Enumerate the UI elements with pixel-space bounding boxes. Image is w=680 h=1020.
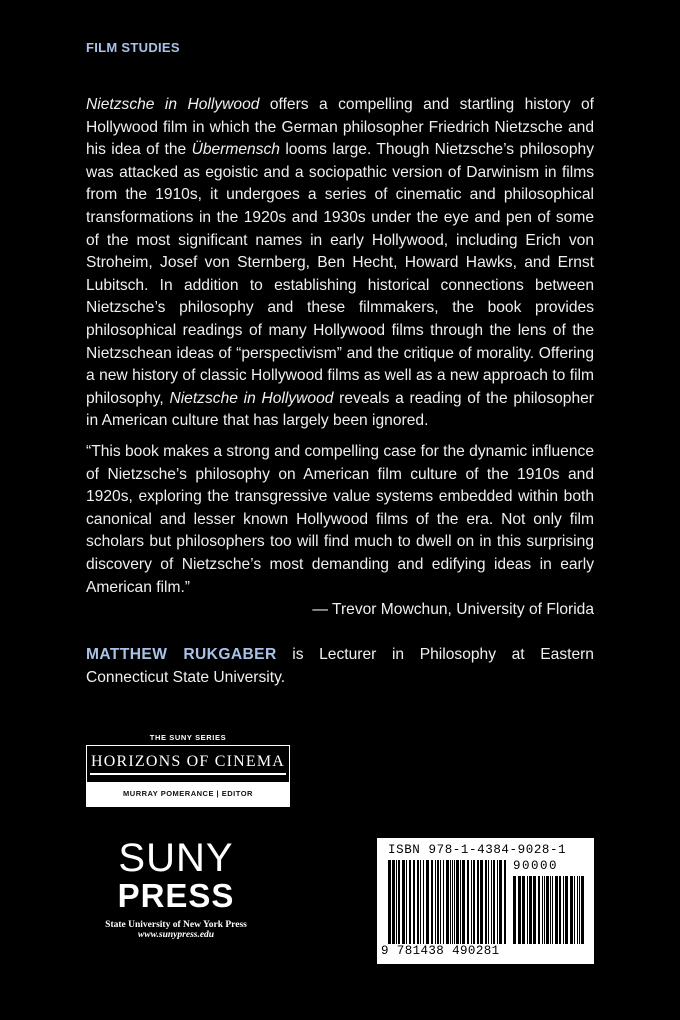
barcode-bar [462,860,465,944]
barcode-bar [406,860,407,944]
series-logo [86,733,290,807]
author-bio-text: is Lecturer in Philosophy at Eastern Connecticut State University. [86,646,594,686]
barcode-bar [392,860,395,944]
isbn-barcode [377,838,594,964]
barcode-bar [563,876,564,944]
barcode-bar [577,876,578,944]
publisher-name-line1: SUNY [118,836,234,880]
barcode-bar [409,860,411,944]
publisher-url: www.sunypress.edu [137,930,215,940]
quote-text: “This book makes a strong and compelling case for the dynamic influence of Nietzsche’s philosophy on American film culture of the 1910s and 1920s, exploring the transgressive value systems embedded within both canonical and lesser known Hollywood films of the era. Not only film scholars but philosophers too will find much to dwell on in this surprising discovery of Nietzsche’s most demanding and edifying ideas in early American film.” [86,443,594,596]
barcode-bar [529,876,532,944]
barcode-bar [538,876,540,944]
barcode-bar [471,860,472,944]
barcode-bar [446,860,449,944]
barcode-bar [452,860,453,944]
barcode-bar [559,876,561,944]
isbn-label: ISBN 978-1-4384-9028-1 [388,843,567,857]
ubermensch-term: Übermensch [191,141,280,159]
barcode-bar [533,876,536,944]
author-bio [86,644,594,689]
barcode-bar [550,876,551,944]
barcode-bar [450,860,451,944]
barcode-bar [570,876,573,944]
series-editor: MURRAY POMERANCE | EDITOR [87,782,289,806]
barcode-bar [413,860,415,944]
barcode-bar [574,876,575,944]
barcode-bar [388,860,391,944]
barcode-bar [443,860,444,944]
description-text-3: reveals a reading of the philosopher in American culture that has largely been ignored. [86,389,594,430]
series-top-line: THE SUNY SERIES [149,733,227,742]
barcode-bar [480,860,483,944]
series-title: HORIZONS OF CINEMA [90,751,286,775]
publisher-logo [86,838,266,940]
barcode-bar [544,876,545,944]
author-name: MATTHEW RUKGABER [86,646,277,663]
barcode-bar [426,860,429,944]
barcode-bar [420,860,421,944]
barcode-bars-main [388,860,508,944]
book-title-italic-2: Nietzsche in Hollywood [169,389,334,407]
price-code: 90000 [513,859,559,873]
barcode-bar [477,860,479,944]
series-box [86,745,290,807]
barcode-bar [440,860,441,944]
barcode-bar [491,860,492,944]
barcode-bar [499,860,502,944]
barcode-bar [456,860,459,944]
barcode-bar [473,860,475,944]
barcode-bar [423,860,424,944]
barcode-bar [454,860,455,944]
barcode-bar [488,860,489,944]
barcode-bar [497,860,498,944]
barcode-bar [402,860,405,944]
quote-attribution: — Trevor Mowchun, University of Florida [312,601,594,619]
description-text-1: offers a compelling and startling history of Hollywood film in which the German philosopher Friedrich Nietzsche and his idea of the [86,96,594,159]
barcode-bars-addon [513,876,585,944]
description-text-2: looms large. Though Nietzsche’s philosophy was attacked as egoistic and a sociopathic version of Darwinism in films from the 1910s, it undergoes a series of cinematic and philosophical transformations in the 1920s and 1930s under the eye and pen of some of the most significant names in early Hollywood, including Erich von Stroheim, Josef von Sternberg, Ben Hecht, Howard Hawks, and Ernst Lubitsch. In addition to establishing historical connections between Nietzsche’s philosophy and these filmmakers, the book provides philosophical readings of many Hollywood films through the lens of the Nietzschean ideas of “perspectivism” and the critique of morality. Offering a new history of classic Hollywood films as well as a new approach to film philosophy, [86,141,594,407]
barcode-bar [522,876,525,944]
barcode-bar [555,876,558,944]
barcode-bar [565,876,568,944]
barcode-bar [581,876,584,944]
barcode-bar [546,876,549,944]
publisher-name-line2: PRESS [117,877,235,914]
barcode-bar [435,860,436,944]
barcode-bar [579,876,580,944]
category-label: FILM STUDIES [86,40,180,55]
barcode-bar [460,860,461,944]
barcode-bar [504,860,506,944]
barcode-bar [467,860,469,944]
barcode-bar [513,876,516,944]
barcode-bar [527,876,528,944]
barcode-bar [552,876,553,944]
barcode-bar [431,860,433,944]
endorsement-quote [86,441,594,622]
book-description [86,94,594,433]
barcode-bar [437,860,439,944]
barcode-bar [396,860,397,944]
barcode-bar [493,860,495,944]
barcode-bar [398,860,400,944]
barcode-bar [518,876,521,944]
book-title-italic: Nietzsche in Hollywood [86,96,260,113]
barcode-bar [417,860,419,944]
ean-digits: 9 781438 490281 [381,944,500,958]
publisher-full-name: State University of New York Press [105,920,247,930]
barcode-bar [542,876,543,944]
barcode-bar [485,860,487,944]
